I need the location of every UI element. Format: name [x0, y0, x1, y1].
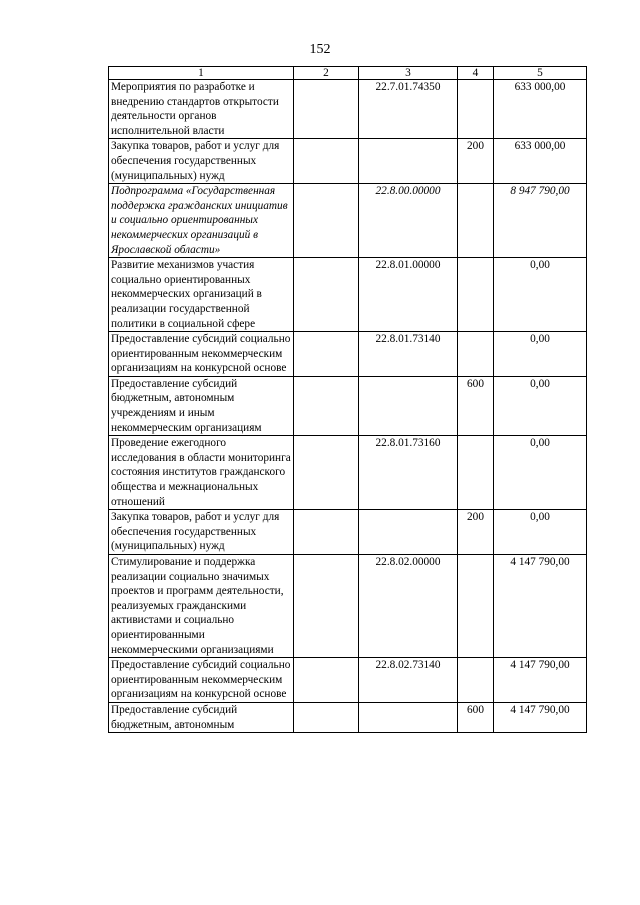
row-code-cell: 22.8.00.00000 — [359, 184, 458, 258]
row-name-cell: Стимулирование и поддержка реализации социально значимых проектов и программ деятельности, реализуемых гражданскими активистами и социально ориентированными некоммерческими организациями — [109, 555, 294, 658]
row-col2-cell — [294, 184, 359, 258]
column-header-4: 4 — [458, 67, 494, 80]
table-row — [109, 555, 587, 658]
row-code-cell — [359, 510, 458, 555]
row-amount-cell: 633 000,00 — [494, 80, 587, 139]
table-row — [109, 658, 587, 703]
row-col2-cell — [294, 332, 359, 377]
row-name-cell: Закупка товаров, работ и услуг для обеспечения государственных (муниципальных) нужд — [109, 139, 294, 184]
table-row — [109, 376, 587, 435]
row-type-cell: 200 — [458, 139, 494, 184]
row-code-cell: 22.8.01.73160 — [359, 436, 458, 510]
row-type-cell — [458, 258, 494, 332]
table-row — [109, 80, 587, 139]
row-amount-cell: 0,00 — [494, 332, 587, 377]
row-col2-cell — [294, 436, 359, 510]
row-col2-cell — [294, 510, 359, 555]
table-row — [109, 510, 587, 555]
row-code-cell: 22.8.01.73140 — [359, 332, 458, 377]
row-type-cell: 600 — [458, 376, 494, 435]
row-amount-cell: 0,00 — [494, 436, 587, 510]
row-name-cell: Предоставление субсидий бюджетным, автономным — [109, 702, 294, 732]
row-code-cell: 22.8.02.73140 — [359, 658, 458, 703]
row-code-cell — [359, 376, 458, 435]
column-header-3: 3 — [359, 67, 458, 80]
row-code-cell: 22.7.01.74350 — [359, 80, 458, 139]
row-code-cell — [359, 139, 458, 184]
row-type-cell — [458, 80, 494, 139]
budget-table — [108, 66, 587, 733]
column-header-1: 1 — [109, 67, 294, 80]
row-col2-cell — [294, 139, 359, 184]
row-amount-cell: 4 147 790,00 — [494, 658, 587, 703]
row-type-cell — [458, 658, 494, 703]
row-code-cell: 22.8.01.00000 — [359, 258, 458, 332]
row-type-cell — [458, 184, 494, 258]
row-col2-cell — [294, 658, 359, 703]
row-name-cell: Предоставление субсидий бюджетным, автономным учреждениям и иным некоммерческим организациям — [109, 376, 294, 435]
row-name-cell: Развитие механизмов участия социально ориентированных некоммерческих организаций в реализации государственной политики в социальной сфере — [109, 258, 294, 332]
row-code-cell — [359, 702, 458, 732]
row-amount-cell: 633 000,00 — [494, 139, 587, 184]
row-col2-cell — [294, 555, 359, 658]
table-row — [109, 332, 587, 377]
row-amount-cell: 0,00 — [494, 376, 587, 435]
row-name-cell: Предоставление субсидий социально ориентированным некоммерческим организациям на конкурсной основе — [109, 658, 294, 703]
row-amount-cell: 8 947 790,00 — [494, 184, 587, 258]
row-name-cell: Закупка товаров, работ и услуг для обеспечения государственных (муниципальных) нужд — [109, 510, 294, 555]
row-amount-cell: 4 147 790,00 — [494, 555, 587, 658]
column-header-5: 5 — [494, 67, 587, 80]
row-type-cell: 600 — [458, 702, 494, 732]
row-col2-cell — [294, 80, 359, 139]
table-row — [109, 702, 587, 732]
row-name-cell: Подпрограмма «Государственная поддержка гражданских инициатив и социально ориентированных некоммерческих организаций в Ярославской области» — [109, 184, 294, 258]
row-type-cell — [458, 555, 494, 658]
row-amount-cell: 0,00 — [494, 258, 587, 332]
row-type-cell — [458, 436, 494, 510]
row-name-cell: Проведение ежегодного исследования в области мониторинга состояния институтов гражданского общества и межнациональных отношений — [109, 436, 294, 510]
row-type-cell — [458, 332, 494, 377]
row-name-cell: Предоставление субсидий социально ориентированным некоммерческим организациям на конкурсной основе — [109, 332, 294, 377]
table-row — [109, 258, 587, 332]
table-row — [109, 139, 587, 184]
row-col2-cell — [294, 258, 359, 332]
row-amount-cell: 0,00 — [494, 510, 587, 555]
page-number: 152 — [309, 42, 331, 57]
row-name-cell: Мероприятия по разработке и внедрению стандартов открытости деятельности органов исполнительной власти — [109, 80, 294, 139]
table-row — [109, 184, 587, 258]
row-amount-cell: 4 147 790,00 — [494, 702, 587, 732]
table-header-row — [109, 67, 587, 80]
row-col2-cell — [294, 702, 359, 732]
row-type-cell: 200 — [458, 510, 494, 555]
table-row — [109, 436, 587, 510]
row-col2-cell — [294, 376, 359, 435]
row-code-cell: 22.8.02.00000 — [359, 555, 458, 658]
column-header-2: 2 — [294, 67, 359, 80]
